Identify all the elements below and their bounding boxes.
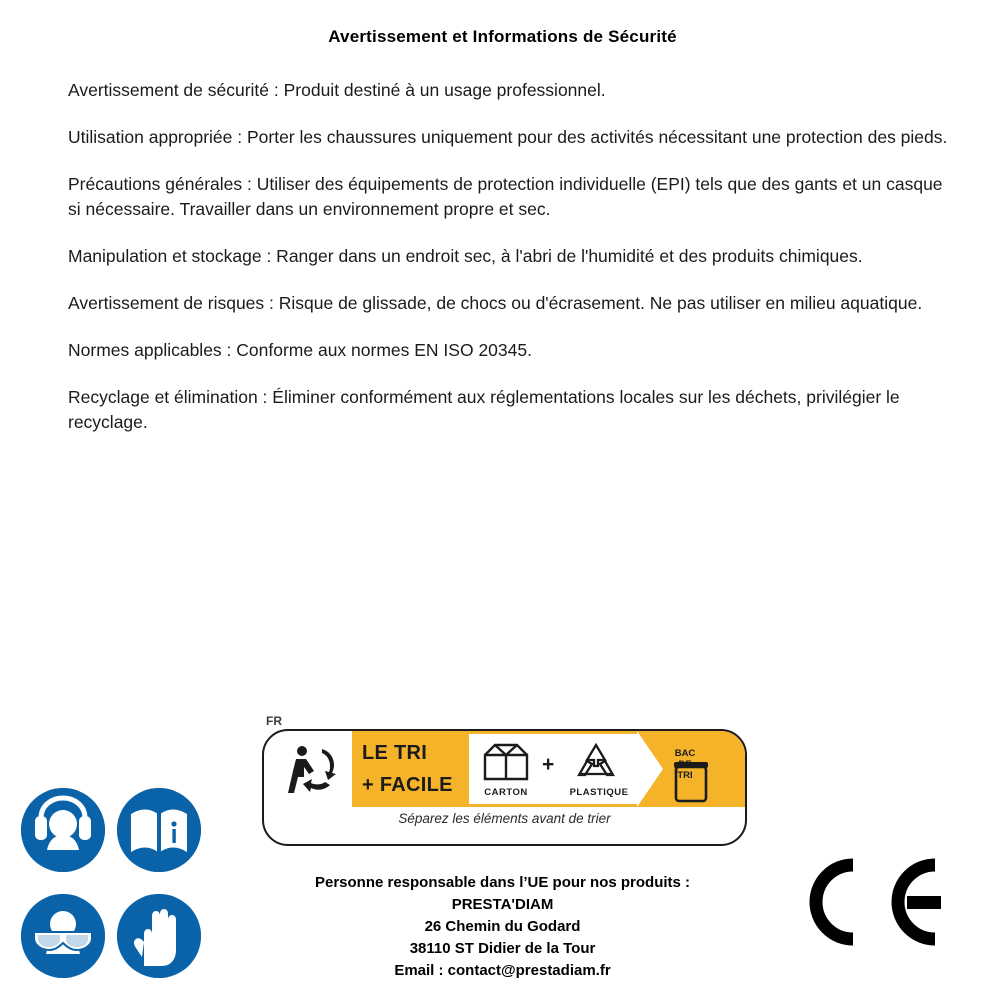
paragraph-risk-warning: Avertissement de risques : Risque de glissade, de chocs ou d'écrasement. Ne pas utiliser en milieu aquatique. [68, 293, 923, 313]
triman-headline [362, 737, 467, 801]
company-street: 26 Chemin du Godard [424, 918, 581, 935]
company-city: 38110 ST Didier de la Tour [409, 940, 596, 957]
eye-protection-icon [21, 894, 105, 978]
company-name: PRESTA'DIAM [451, 896, 554, 913]
triman-headline-line2: + FACILE [362, 774, 453, 796]
triman-recycling-label [262, 714, 747, 846]
warning-text-block [68, 78, 958, 457]
paragraph-general-precautions: Précautions générales : Utiliser des équipements de protection individuelle (EPI) tels que des gants et un casque si nécessaire. Travailler dans un environnement propre et sec. [68, 174, 943, 219]
paragraph-handling-storage: Manipulation et stockage : Ranger dans un endroit sec, à l'abri de l'humidité et des produits chimiques. [68, 246, 863, 266]
carton-label: CARTON [484, 787, 528, 798]
page-title: Avertissement et Informations de Sécurité [328, 27, 677, 46]
triman-bin-label [662, 748, 708, 781]
paragraph-standards: Normes applicables : Conforme aux normes EN ISO 20345. [68, 340, 532, 360]
triman-language-tag: FR [266, 714, 282, 728]
triman-figure-icon [278, 741, 342, 802]
triman-bottom-note: Séparez les éléments avant de trier [398, 811, 611, 826]
paragraph-proper-use: Utilisation appropriée : Porter les chaussures uniquement pour des activités nécessitant une protection des pieds. [68, 127, 948, 147]
pictogram-group [18, 788, 228, 988]
carton-box-icon [479, 741, 533, 788]
plastique-label: PLASTIQUE [569, 787, 629, 798]
company-email: Email : contact@prestadiam.fr [394, 962, 611, 979]
responsible-line: Personne responsable dans l’UE pour nos produits : [314, 874, 691, 891]
ear-protection-icon [21, 788, 105, 872]
plastic-recycle-icon [567, 741, 625, 788]
triman-plus-sign: + [542, 753, 555, 776]
triman-bin-line1: BAC [674, 748, 696, 759]
triman-arrow-head [637, 731, 663, 807]
triman-bin-line2: DE [678, 759, 692, 770]
paragraph-recycling: Recyclage et élimination : Éliminer conformément aux réglementations locales sur les déchets, privilégier le recyclage. [68, 387, 900, 432]
hand-protection-icon [117, 894, 201, 978]
triman-bin-line3: TRI [677, 770, 693, 781]
triman-frame [262, 729, 747, 846]
paragraph-safety-warning: Avertissement de sécurité : Produit destiné à un usage professionnel. [68, 80, 606, 100]
triman-headline-line1: LE TRI [362, 742, 428, 764]
ce-marking-icon [795, 855, 955, 950]
responsible-person-block [230, 872, 775, 982]
read-instructions-icon [117, 788, 201, 872]
